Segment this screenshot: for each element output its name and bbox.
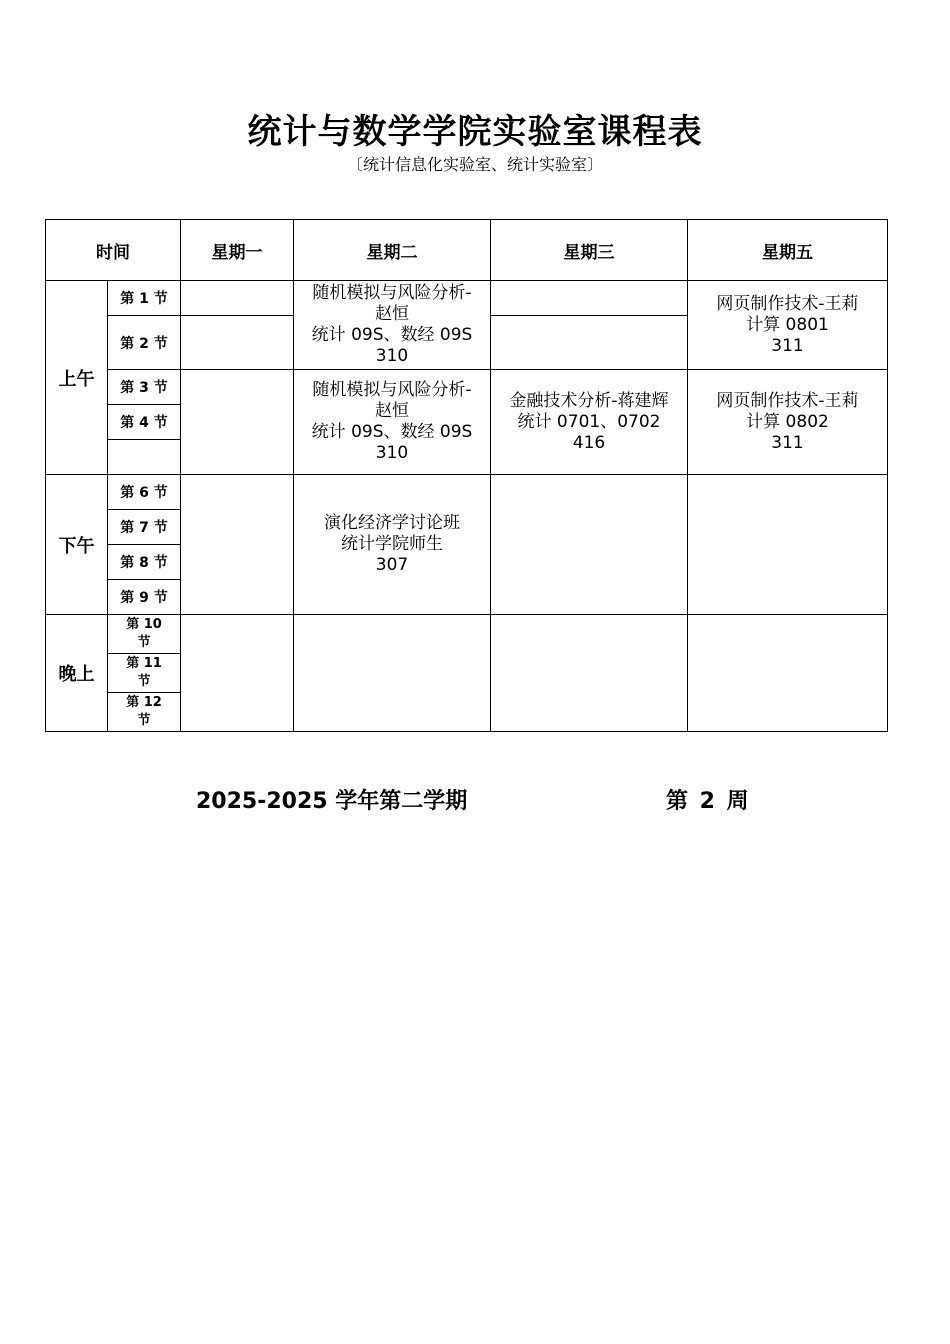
period-label-text: 第 11 节 [126,656,162,689]
empty-cell [491,316,688,370]
empty-cell [181,615,294,732]
empty-cell [181,475,294,615]
table-row [46,615,888,654]
course-room: 310 [375,346,409,366]
period-label: 第 1 节 [108,281,181,316]
course-cell [294,281,491,370]
period-label: 第 4 节 [108,405,181,440]
term-label: 2025-2025 学年第二学期 [196,789,468,814]
period-label-text: 第 10 节 [126,617,162,650]
header-wednesday: 星期三 [491,220,688,281]
session-afternoon: 下午 [46,475,108,615]
empty-cell [491,281,688,316]
period-label: 第 9 节 [108,580,181,615]
period-label-text: 第 12 节 [126,695,162,728]
period-label: 第 8 节 [108,545,181,580]
empty-cell [491,615,688,732]
empty-cell [181,281,294,316]
period-label: 第 6 节 [108,475,181,510]
course-name: 随机模拟与风险分析-赵恒 [312,380,472,421]
period-label [108,654,181,693]
period-label: 第 3 节 [108,370,181,405]
period-label [108,615,181,654]
course-class: 统计学院师生 [341,534,443,554]
course-room: 310 [375,443,409,463]
header-time: 时间 [46,220,181,281]
empty-cell [688,615,888,732]
course-name: 随机模拟与风险分析-赵恒 [312,283,472,324]
course-class: 计算 0802 [746,411,829,432]
course-name: 演化经济学讨论班 [324,513,460,533]
table-row [46,281,888,316]
table-row [46,370,888,405]
course-name: 网页制作技术-王莉 [716,390,859,411]
period-label [108,440,181,475]
course-room: 311 [771,335,804,356]
empty-cell [181,316,294,370]
period-label [108,693,181,732]
course-cell [491,370,688,475]
course-room: 307 [375,555,409,575]
period-label: 第 2 节 [108,316,181,370]
course-cell [688,370,888,475]
empty-cell [294,615,491,732]
period-label: 第 7 节 [108,510,181,545]
header-tuesday: 星期二 [294,220,491,281]
header-monday: 星期一 [181,220,294,281]
course-class: 统计 09S、数经 09S [311,422,473,442]
page-title: 统计与数学学院实验室课程表 [247,112,703,152]
session-morning: 上午 [46,281,108,475]
course-name: 网页制作技术-王莉 [716,293,859,314]
course-class: 统计 09S、数经 09S [311,325,473,345]
table-row [46,475,888,510]
course-cell [294,370,491,475]
week-label: 第 2 周 [666,789,749,814]
empty-cell [688,475,888,615]
course-room: 311 [771,432,804,453]
header-row [46,220,888,281]
session-evening: 晚上 [46,615,108,732]
empty-cell [491,475,688,615]
course-cell [688,281,888,370]
course-class: 计算 0801 [746,314,829,335]
course-class: 统计 0701、0702 [517,411,661,432]
course-cell [294,475,491,615]
header-friday: 星期五 [688,220,888,281]
course-name: 金融技术分析-蒋建辉 [509,390,669,411]
empty-cell [181,370,294,475]
page-subtitle: 〔统计信息化实验室、统计实验室〕 [346,155,603,174]
schedule-table [45,219,888,732]
course-room: 416 [572,432,606,453]
